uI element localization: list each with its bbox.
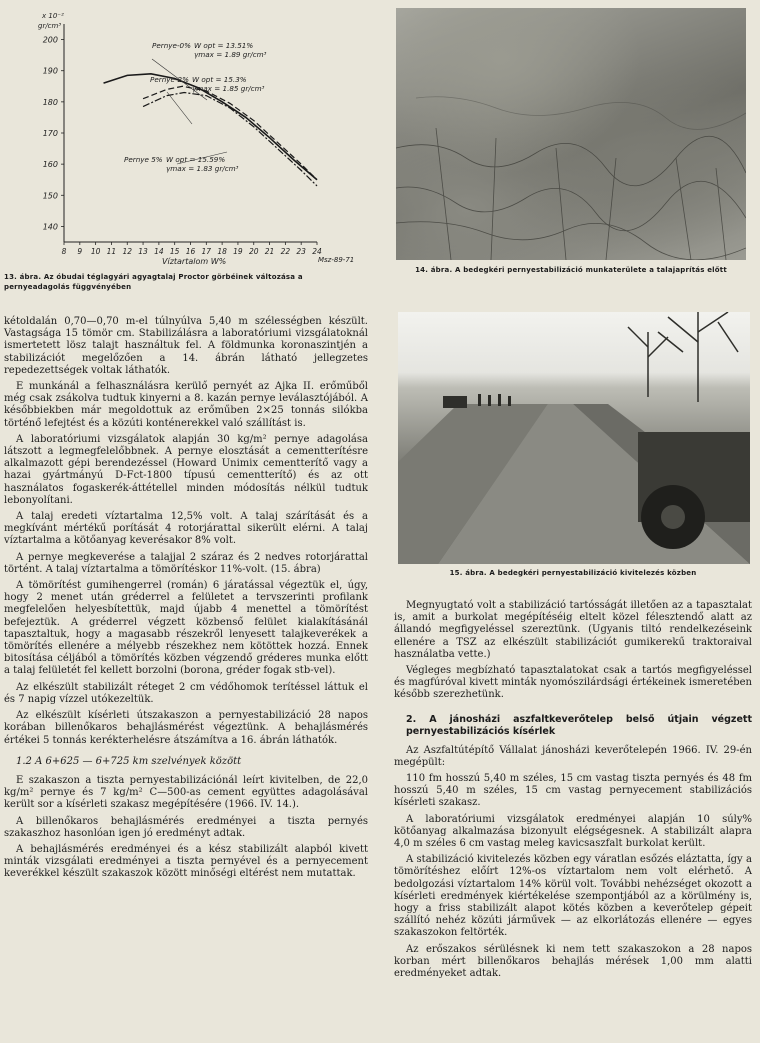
- paragraph: A billenőkaros behajlásmérés eredményei a tiszta pernyés szakaszhoz hasonlóan igen jó eredményt adtak.: [4, 815, 368, 839]
- figure-15-caption: 15. ábra. A bedegkéri pernyestabilizáció kivitelezés közben: [449, 569, 697, 577]
- x-tick-label: 18: [217, 247, 227, 256]
- paragraph: E szakaszon a tiszta pernyestabilizációnál leírt kivitelben, de 22,0 kg/m² pernye és 7 kg/m² C—500-as cement együttes adagolásával került sor a kísérleti szakasz megépítésére (1966. IV. 14.).: [4, 774, 368, 811]
- x-tick-label: 20: [248, 247, 259, 256]
- x-tick-label: 9: [77, 247, 83, 256]
- annotation-text: γmax = 1.89 gr/cm³: [194, 50, 267, 59]
- paragraph: Az Aszfaltútépítő Vállalat jánosházi keverőtelepén 1966. IV. 29-én megépült:: [394, 744, 752, 768]
- x-tick-label: 12: [122, 247, 133, 256]
- x-axis-label: Víztartalom W%: [162, 257, 227, 266]
- chart-axes: [64, 24, 317, 242]
- x-tick-label: 8: [61, 247, 67, 256]
- y-tick-label: 160: [42, 160, 58, 170]
- y-axis-scale: x 10⁻²: [42, 12, 64, 20]
- chart-corner-label: Msz-89-71: [318, 256, 355, 264]
- paragraph: A talaj eredeti víztartalma 12,5% volt. A talaj szárítását és a megkívánt mértékű porítását 4 rotorjárattal sikerült elérni. A talaj víztartalma a kötőanyag keverésakor 8% volt.: [4, 511, 368, 547]
- section-heading: 2. A jánosházi aszfaltkeverőtelep belső útjain végzett pernyestabilizációs kísérlek: [406, 713, 752, 737]
- y-tick-label: 140: [42, 222, 58, 232]
- annotation-text: W opt = 15.3%: [192, 75, 247, 84]
- chart-annotations: [124, 41, 267, 173]
- annotation-text: γmax = 1.83 gr/cm³: [166, 164, 239, 173]
- chart-ticks: [43, 36, 322, 256]
- annotation-leader: [167, 92, 192, 124]
- right-column: [394, 600, 752, 984]
- x-tick-label: 15: [169, 247, 180, 256]
- x-tick-label: 19: [233, 247, 243, 256]
- road-scene: [398, 312, 750, 564]
- x-tick-label: 17: [201, 247, 212, 256]
- x-tick-label: 21: [264, 247, 275, 256]
- paragraph: A pernye megkeverése a talajjal 2 száraz és 2 nedves rotorjárattal történt. A talaj víztartalma a tömörítéskor 11%-volt. (15. ábra): [4, 551, 368, 575]
- figure-13-caption: 13. ábra. Az óbudai téglagyári agyagtalaj Proctor görbéinek változása a pernyeadagolás függvényében: [4, 273, 303, 291]
- paragraph: Végleges megbízható tapasztalatokat csak a tartós megfigyeléssel és magfúróval kivett minták nyomószilárdsági értékeinek ismeretében később szerezhetünk.: [394, 665, 752, 701]
- paragraph: A laboratóriumi vizsgálatok alapján 30 kg/m² pernye adagolása látszott a legmegfelelőbbnek. A pernye elosztását a cementterítésre alkalmazott gépi berendezéssel (Howard Unimix cementterítő vagy a hazai gyártmányú D-Fct-1800 típusú cementterítő) és az ott használatos fogaskerék-áttétellel minden módosítás nélkül tudtuk lebonyolítani.: [4, 433, 368, 506]
- paragraph: E munkánál a felhasználásra kerülő pernyét az Ajka II. erőműből még csak zsákolva tudtuk kinyerni a 8. kazán pernye leválasztójából. A későbbiekben már megoldottuk az erőműben 2×25 tonnás silókba történő lefejtést és a közúti konténerekkel való szállítást is.: [4, 381, 368, 429]
- x-tick-label: 22: [280, 247, 291, 256]
- y-tick-label: 200: [42, 35, 58, 45]
- y-tick-label: 150: [42, 191, 58, 201]
- paragraph: kétoldalán 0,70—0,70 m-el túlnyúlva 5,40 m szélességben készült. Vastagsága 15 tömör cm. Stabilizálásra a laboratóriumi vizsgálatoknál ismertetett lösz talajt használtuk fel. A földmunka koronaszintjén a stabilizációt megelőzően a 14. ábrán látható jellegzetes repedezettségek voltak láthatók.: [4, 316, 368, 376]
- paragraph: A laboratóriumi vizsgálatok eredményei alapján 10 súly% kötőanyag alkalmazása bizonyult elégségesnek. A stabilizált alapra 4,0 m széles 6 cm vastag meleg kavicsaszfalt burkolat került.: [394, 813, 752, 850]
- photo-cracked-soil: [396, 8, 746, 260]
- x-tick-label: 11: [106, 247, 117, 256]
- x-tick-label: 10: [90, 247, 101, 256]
- x-tick-label: 14: [154, 247, 164, 256]
- paragraph: Az elkészült stabilizált réteget 2 cm védőhomok terítéssel láttuk el és 7 napig vízzel utókezeltük.: [4, 681, 368, 705]
- paragraph: Megnyugtató volt a stabilizáció tartósságát illetően az a tapasztalat is, amit a burkolat megépítéséig eltelt közel félesztendő alatt az állandó megfigyeléssel szereztünk. (Ugyanis tiltó rendelkezéseink ellenére a TSZ az elkészült stabilizációt gumikerekű traktoraival használatba vette.): [394, 600, 752, 660]
- annotation-text: Pernye-0%: [152, 41, 191, 50]
- y-tick-label: 190: [42, 66, 58, 76]
- photo-road-construction: [398, 312, 750, 564]
- annotation-text: Pernye 5%: [124, 155, 163, 164]
- subsection-heading: 1.2 A 6+625 — 6+725 km szelvények között: [16, 755, 242, 767]
- y-tick-label: 170: [42, 129, 58, 138]
- y-axis-unit: gr/cm³: [38, 22, 62, 30]
- paragraph: A stabilizáció kivitelezés közben egy váratlan esőzés eláztatta, így a tömörítéshez előírt 12%-os víztartalom nem volt elérhető. A bedolgozási víztartalom 14% körül volt. További nehézséget okozott a kísérleti eredmények kiértékelése szempontjából az a körülmény is, hogy a friss stabilizált alapot kötés közben a keverőtelep gépeit szállító nehéz közúti járművek — az elkorlátozás ellenére — egyes szakaszokon feltörték.: [394, 854, 752, 939]
- left-column: [4, 316, 368, 885]
- x-tick-label: 16: [185, 247, 196, 256]
- x-tick-label: 23: [296, 247, 306, 256]
- annotation-text: γmax = 1.85 gr/cm³: [192, 84, 265, 93]
- paragraph: A behajlásmérés eredményei és a kész stabilizált alapból kivett minták vizsgálati eredményei a tiszta pernyével és a pernyecement keverékkel készült szakaszok között minőségi eltérést nem mutattak.: [4, 843, 368, 880]
- paragraph: Az erőszakos sérülésnek ki nem tett szakaszokon a 28 napos korban mért billenőkaros behajlás mérések 1,00 mm alatti eredményeket adtak.: [394, 943, 752, 980]
- crack-pattern: [396, 8, 746, 260]
- paragraph: A tömörítést gumihengerrel (román) 6 járatással végeztük el, úgy, hogy 2 menet után gréderrel a felületet a tervszerinti profilank megfelelően helyesbítettük, majd újabb 4 menettel a tömörítést befejeztük. A gréderrel végzett közbenső felület kialakításánál tapasztaltuk, hogy a magasabb részekről lenyesett talajkeverékek a tömörítés ellenére a mélyebb részekhez nem kötöttek hozzá. Ennek bitosítása céljából a tömörítés közben végzendő gréderes munka előtt a talaj felületét fel kellett borzolni (borona, gréder fogak stb-vel).: [4, 580, 368, 677]
- paragraph: Az elkészült kísérleti útszakaszon a pernyestabilizáció 28 napos korában billenőkaros behajlásmérést végeztünk. A behajlásmérés értékei 5 tonnás kerékterhelésre átszámítva a 16. ábrán láthatók.: [4, 710, 368, 746]
- paragraph: 110 fm hosszú 5,40 m széles, 15 cm vastag tiszta pernyés és 48 fm hosszú 5,40 m széles, 15 cm vastag pernyecement stabilizációs kísérleti szakasz.: [394, 773, 752, 809]
- proctor-chart: [2, 4, 367, 269]
- annotation-text: W opt = 15.59%: [166, 155, 226, 164]
- y-tick-label: 180: [42, 97, 58, 107]
- annotation-text: Pernye-2%: [150, 75, 189, 84]
- figure-14-caption: 14. ábra. A bedegkéri pernyestabilizáció munkaterülete a talajaprítás előtt: [415, 266, 727, 274]
- annotation-text: W opt = 13.51%: [194, 41, 254, 50]
- x-tick-label: 13: [138, 247, 148, 256]
- x-tick-label: 24: [312, 247, 322, 256]
